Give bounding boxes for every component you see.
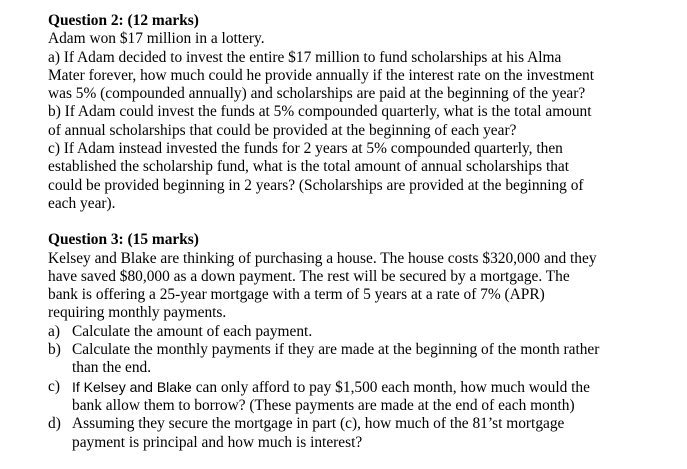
question-3-heading: Question 3: (15 marks) <box>48 231 199 249</box>
q3-part-d-text-line-1: Assuming they secure the mortgage in part (c), how much of the 81’st mortgage <box>72 415 565 433</box>
q3-line-2: have saved $80,000 as a down payment. The rest will be secured by a mortgage. The <box>48 267 570 285</box>
document-page <box>48 12 678 452</box>
q3-part-b-text-line-2: than the end. <box>72 359 152 377</box>
q3-part-c-text-line-1 <box>72 379 590 396</box>
q2-line-8: established the scholarship fund, what is the total amount of annual scholarships that <box>48 158 570 176</box>
q3-part-c-marker: c) <box>48 377 60 395</box>
q3-part-b <box>48 341 678 359</box>
q2-line-3: Mater forever, how much could he provide annually if the interest rate on the investment <box>48 66 594 84</box>
q3-part-a-marker: a) <box>48 322 60 340</box>
q2-line-4: was 5% (compounded annually) and scholarships are paid at the beginning of the year? <box>48 85 586 103</box>
q3-part-d <box>48 415 678 433</box>
q2-line-10: each year). <box>48 194 116 212</box>
q3-part-b-continued <box>48 359 678 377</box>
q3-line-3: bank is offering a 25-year mortgage with a term of 5 years at a rate of 7% (APR) <box>48 286 545 304</box>
q3-part-d-text-line-2: payment is principal and how much is interest? <box>72 433 363 451</box>
q3-part-c <box>48 378 678 397</box>
q2-line-2: a) If Adam decided to invest the entire $17 million to fund scholarships at his Alma <box>48 48 562 66</box>
q3-part-c-sans-fragment: If Kelsey and Blake <box>72 378 192 395</box>
q2-line-5: b) If Adam could invest the funds at 5% compounded quarterly, what is the total amount <box>48 103 592 121</box>
q3-part-b-marker: b) <box>48 341 61 359</box>
q3-line-1: Kelsey and Blake are thinking of purchasing a house. The house costs $320,000 and they <box>48 249 597 267</box>
q3-part-c-text-line-2: bank allow them to borrow? (These payments are made at the end of each month) <box>72 396 575 414</box>
q3-part-a-text: Calculate the amount of each payment. <box>72 322 313 340</box>
q2-line-7: c) If Adam instead invested the funds for 2 years at 5% compounded quarterly, then <box>48 140 563 158</box>
q2-line-1: Adam won $17 million in a lottery. <box>48 30 265 48</box>
q3-part-d-continued <box>48 434 678 452</box>
q3-part-c-continued <box>48 397 678 415</box>
section-spacer <box>48 213 678 231</box>
q3-part-a <box>48 323 678 341</box>
q3-part-d-marker: d) <box>48 415 61 433</box>
q3-part-c-serif-fragment: can only afford to pay $1,500 each month, how much would the <box>191 378 590 396</box>
q3-part-b-text-line-1: Calculate the monthly payments if they are made at the beginning of the month rather <box>72 341 600 359</box>
q2-line-6: of annual scholarships that could be provided at the beginning of each year? <box>48 121 517 139</box>
q3-line-4: requiring monthly payments. <box>48 304 227 322</box>
q2-line-9: could be provided beginning in 2 years? (Scholarships are provided at the beginning of <box>48 176 584 194</box>
question-2-heading: Question 2: (12 marks) <box>48 12 199 29</box>
